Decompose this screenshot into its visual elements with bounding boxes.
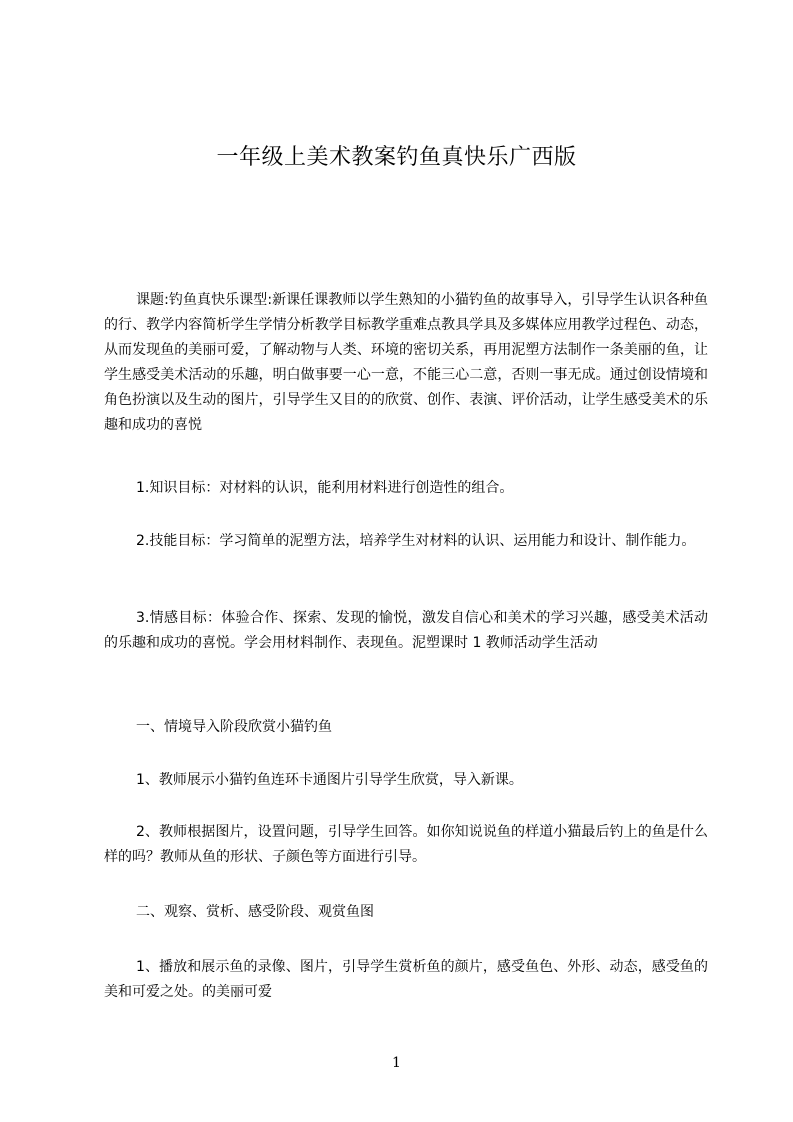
section-heading-observe: 二、观察、赏析、感受阶段、观赏鱼图 [136, 904, 374, 920]
paragraph-step-2: 2、教师根据图片，设置问题，引导学生回答。如你知说说鱼的样道小猫最后钓上的鱼是什么样的吗？教师从鱼的形状、子颜色等方面进行引导。 [104, 824, 708, 865]
page-number: 1 [392, 1055, 401, 1071]
paragraph-observe-step-1: 1、播放和展示鱼的录像、图片，引导学生赏析鱼的颜片，感受鱼色、外形、动态，感受鱼的美和可爱之处。的美丽可爱 [104, 959, 708, 1000]
paragraph-knowledge-goal: 1.知识目标：对材料的认识，能利用材料进行创造性的组合。 [136, 480, 514, 496]
document-title: 一年级上美术教案钓鱼真快乐广西版 [216, 145, 577, 170]
paragraph-step-1: 1、教师展示小猫钓鱼连环卡通图片引导学生欣赏，导入新课。 [136, 772, 523, 788]
paragraph-lesson-intro: 课题:钓鱼真快乐课型:新课任课教师以学生熟知的小猫钓鱼的故事导入，引导学生认识各种鱼的行、教学内容简析学生学情分析教学目标教学重难点教具学具及多媒体应用教学过程色、动态，从而发现鱼的美丽可爱，了解动物与人类、环境的密切关系，再用泥塑方法制作一条美丽的鱼，让学生感受美术活动的乐趣，明白做事要一心一意，不能三心二意，否则一事无成。通过创设情境和角色扮演以及生动的图片，引导学生又目的的欣赏、创作、表演、评价活动，让学生感受美术的乐趣和成功的喜悦 [104, 292, 708, 433]
paragraph-emotion-goal: 3.情感目标：体验合作、探索、发现的愉悦，激发自信心和美术的学习兴趣，感受美术活动的乐趣和成功的喜悦。学会用材料制作、表现鱼。泥塑课时 1 教师活动学生活动 [104, 610, 708, 651]
paragraph-skill-goal: 2.技能目标：学习简单的泥塑方法，培养学生对材料的认识、运用能力和设计、制作能力。 [136, 533, 696, 549]
section-heading-situation: 一、情境导入阶段欣赏小猫钓鱼 [136, 719, 332, 735]
